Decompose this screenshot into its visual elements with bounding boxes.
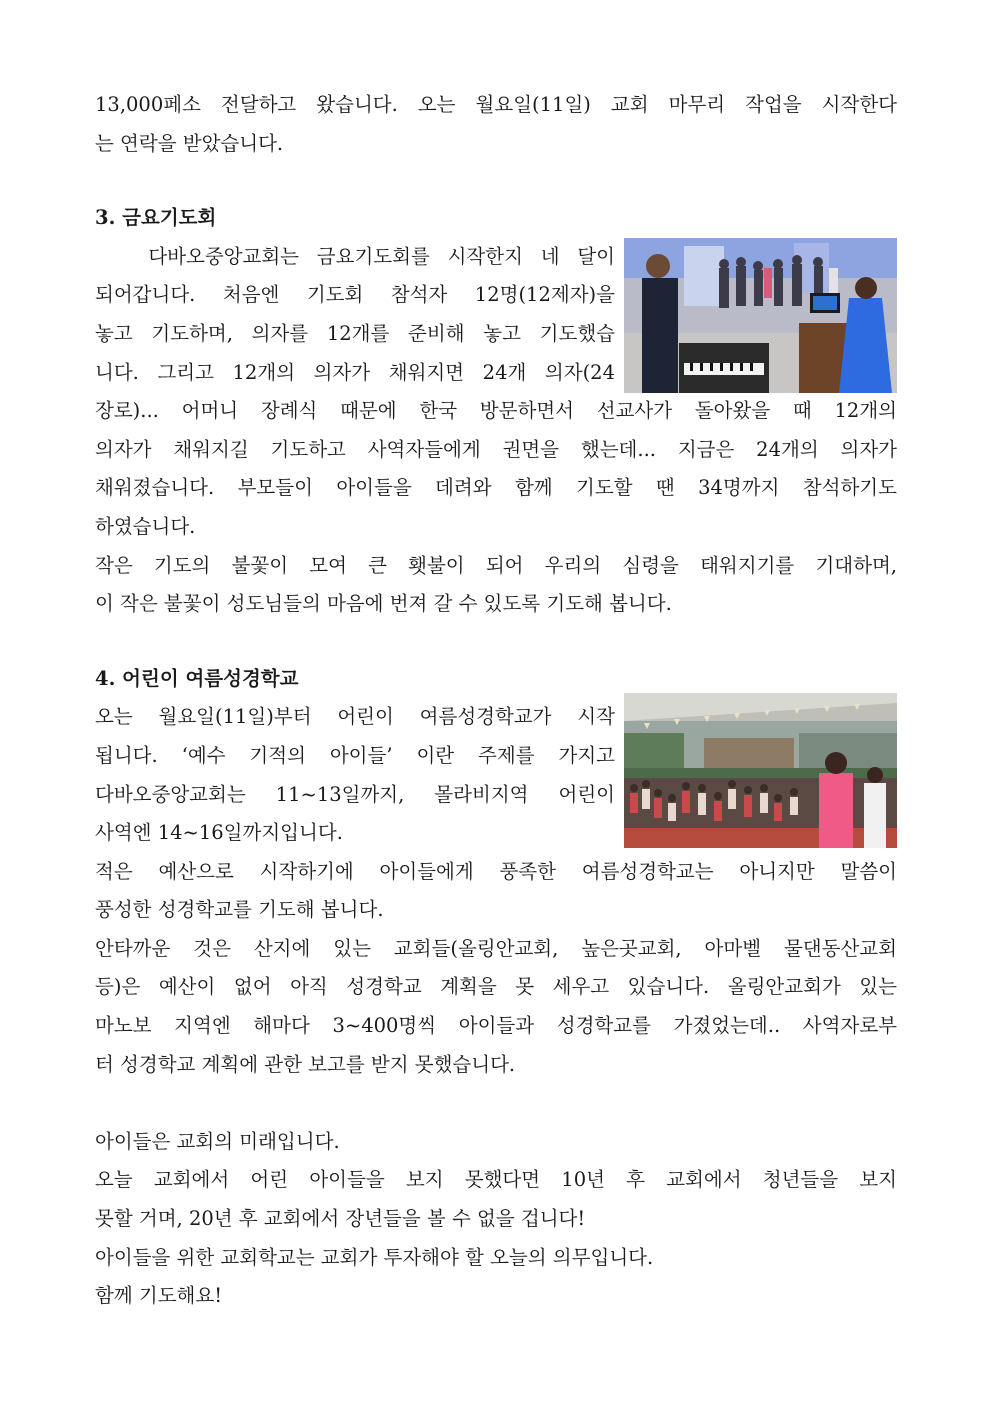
section-4-line: 등)은 예산이 없어 아직 성경학교 계획을 못 세우고 있습니다. 올링안교회가 있는 (95, 975, 897, 999)
section-4-line: 마노보 지역엔 해마다 3~400명씩 아이들과 성경학교를 가졌었는데.. 사역자로부 (95, 1014, 897, 1038)
section-4-line: 오는 월요일(11일)부터 어린이 여름성경학교가 시작 (95, 705, 615, 729)
section-3-line: 놓고 기도하며, 의자를 12개를 준비해 놓고 기도했습 (95, 321, 615, 345)
section-4-line: 터 성경학교 계획에 관한 보고를 받지 못했습니다. (95, 1052, 516, 1076)
intro-line: 13,000페소 전달하고 왔습니다. 오는 월요일(11일) 교회 마무리 작업을 시작한다 (95, 93, 897, 116)
closing-line: 못할 거며, 20년 후 교회에서 장년들을 볼 수 없을 겁니다! (95, 1207, 586, 1231)
section-3-line: 장로)... 어머니 장례식 때문에 한국 방문하면서 선교사가 돌아왔을 때 12개의 (95, 399, 897, 423)
closing-line: 아이들을 위한 교회학교는 교회가 투자해야 할 오늘의 의무입니다. (95, 1245, 654, 1269)
section-4-line: 적은 예산으로 시작하기에 아이들에게 풍족한 여름성경학교는 아니지만 말씀이 (95, 859, 897, 883)
section-3-line: 되어갑니다. 처음엔 기도회 참석자 12명(12제자)을 (95, 283, 615, 307)
closing-line: 함께 기도해요! (95, 1284, 223, 1308)
closing-line: 오늘 교회에서 어린 아이들을 보지 못했다면 10년 후 교회에서 청년들을 보지 (95, 1168, 897, 1192)
section-4-heading: 4. 어린이 여름성경학교 (95, 666, 299, 690)
section-3-line: 하였습니다. (95, 514, 196, 538)
section-3-line: 작은 기도의 불꽃이 모여 큰 횃불이 되어 우리의 심령을 태워지기를 기대하며, (95, 553, 897, 577)
section-4-line: 풍성한 성경학교를 기도해 봅니다. (95, 898, 384, 922)
section-4-line: 안타까운 것은 산지에 있는 교회들(올링안교회, 높은곳교회, 아마벨 물댄동산교회 (95, 936, 897, 960)
vbs-children-photo (624, 693, 897, 848)
prayer-meeting-photo (624, 238, 897, 393)
section-3-heading: 3. 금요기도회 (95, 206, 217, 230)
closing-line: 아이들은 교회의 미래입니다. (95, 1129, 340, 1153)
section-4-line: 사역엔 14~16일까지입니다. (95, 821, 343, 845)
section-3-line: 이 작은 불꽃이 성도님들의 마음에 번져 갈 수 있도록 기도해 봅니다. (95, 592, 672, 616)
section-3-line: 다바오중앙교회는 금요기도회를 시작한지 네 달이 (95, 244, 615, 268)
section-4-line: 됩니다. ‘예수 기적의 아이들’ 이란 주제를 가지고 (95, 743, 615, 767)
section-3-line: 의자가 채워지길 기도하고 사역자들에게 권면을 했는데... 지금은 24개의 의자가 (95, 437, 897, 461)
section-4-line: 다바오중앙교회는 11~13일까지, 몰라비지역 어린이 (95, 782, 615, 806)
intro-line: 는 연락을 받았습니다. (95, 131, 284, 155)
section-3-line: 채워졌습니다. 부모들이 아이들을 데려와 함께 기도할 땐 34명까지 참석하기도 (95, 476, 897, 500)
section-3-line: 니다. 그리고 12개의 의자가 채워지면 24개 의자(24 (95, 360, 615, 384)
